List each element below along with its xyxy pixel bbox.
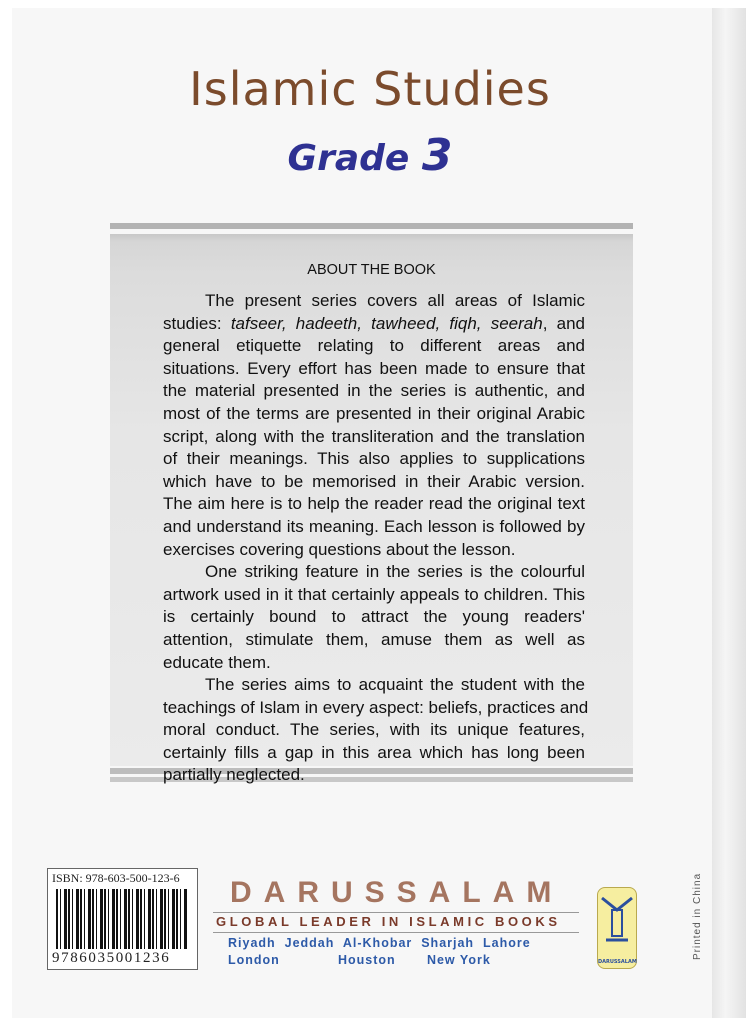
about-heading: ABOUT THE BOOK — [307, 262, 436, 278]
text-line: artwork used in it that certainly appeals to children. This — [163, 584, 585, 604]
text-line: moral conduct. The series, with its unique features, — [163, 720, 585, 740]
text-line: The series aims to acquaint the student with the — [205, 675, 585, 695]
publisher-name: DARUSSALAM — [230, 876, 564, 909]
italic-terms: tafseer, hadeeth, tawheed, fiqh, seerah — [230, 313, 543, 333]
text-line: of their meanings. This also applies to supplications — [163, 449, 585, 469]
text-line: general etiquette relating to different areas and — [163, 336, 585, 356]
about-text — [163, 290, 589, 787]
book-stand-icon — [598, 888, 636, 948]
text-line: situations. Every effort has been made to ensure that — [163, 358, 585, 378]
paragraph — [163, 674, 589, 787]
paragraph — [163, 561, 585, 674]
text-line: studies: tafseer, hadeeth, tawheed, fiqh, seerah, and — [163, 313, 586, 333]
grade-heading — [0, 130, 740, 181]
text-line: The present series covers all areas of Islamic — [205, 291, 585, 310]
printed-in-label: Printed in China — [692, 872, 703, 960]
divider — [213, 912, 579, 913]
divider — [213, 932, 579, 933]
text-line: the material presented in the series is authentic, and — [163, 381, 585, 401]
panel-top-bar — [110, 223, 633, 229]
isbn-label: ISBN: 978-603-500-123-6 — [52, 871, 180, 885]
text-line: attention, stimulate them, amuse them as well as — [163, 629, 585, 649]
paragraph — [163, 290, 585, 561]
text-line: teachings of Islam in every aspect: beliefs, practices and — [163, 697, 589, 717]
grade-label: Grade — [287, 138, 410, 179]
text-line: partially neglected. — [163, 765, 305, 785]
text-line: certainly fills a gap in this area which has long been — [163, 742, 585, 762]
text-line: and understand its meaning. Each lesson is followed by — [163, 516, 585, 536]
text-line: is certainly bound to attract the young readers' — [163, 607, 585, 627]
barcode — [47, 868, 198, 970]
logo-text: DARUSSALAM — [598, 959, 637, 965]
text-line: which have to be memorised in their Arabic version. — [163, 471, 585, 491]
text-line: The aim here is to help the reader read the original text — [163, 494, 585, 514]
book-title: Islamic Studies — [189, 62, 551, 116]
cities-line-1: Riyadh Jeddah Al-Khobar Sharjah Lahore — [228, 936, 531, 950]
barcode-bars — [56, 889, 188, 949]
barcode-number: 9786035001236 — [52, 950, 171, 966]
text-line: educate them. — [163, 652, 271, 672]
grade-number: 3 — [421, 130, 453, 181]
text-line: most of the terms are presented in their original Arabic — [163, 403, 585, 423]
cities-line-2: London Houston New York — [228, 953, 491, 967]
text-line: One striking feature in the series is the colourful — [205, 562, 585, 582]
publisher-tagline: GLOBAL LEADER IN ISLAMIC BOOKS — [216, 914, 561, 929]
publisher-logo — [597, 887, 637, 969]
text-line: script, along with the transliteration and the translation — [163, 426, 585, 446]
text-line: exercises covering questions about the lesson. — [163, 539, 516, 559]
